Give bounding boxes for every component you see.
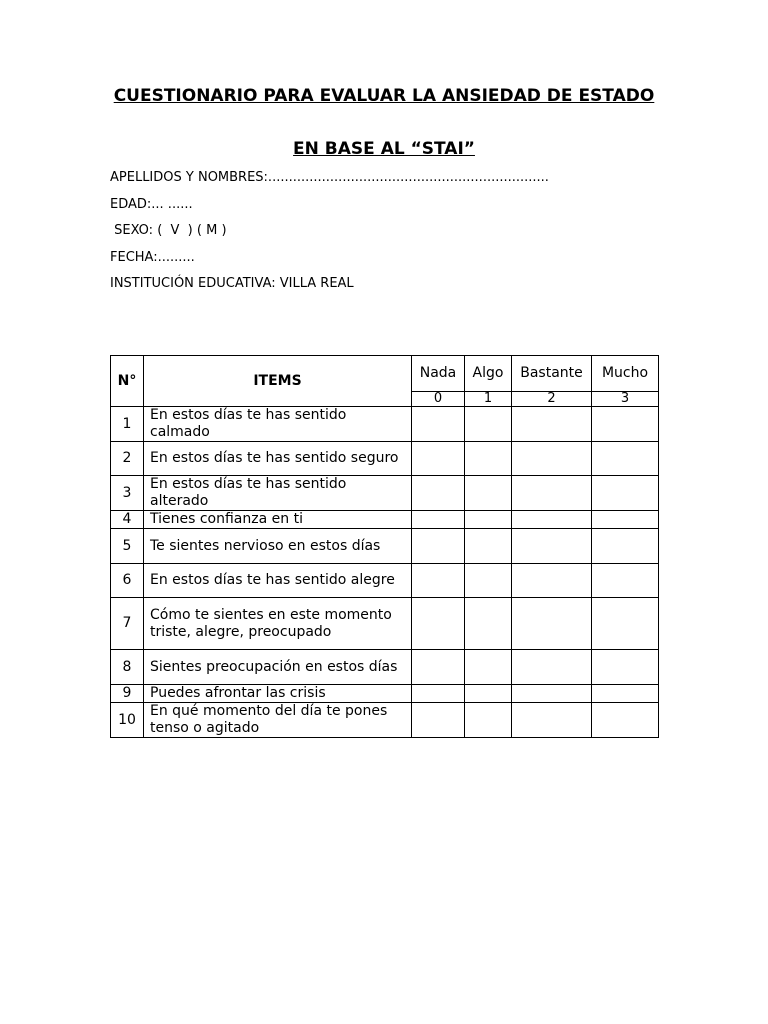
- row-item-text: En estos días te has sentido calmado: [144, 407, 412, 442]
- questionnaire-table: [110, 355, 659, 738]
- answer-cell-bastante[interactable]: [512, 529, 592, 564]
- header-items: ITEMS: [144, 356, 412, 407]
- page-title: CUESTIONARIO PARA EVALUAR LA ANSIEDAD DE ESTADO: [113, 86, 655, 106]
- row-number: 3: [111, 476, 144, 511]
- answer-cell-nada[interactable]: [412, 407, 465, 442]
- row-item-text: En qué momento del día te pones tenso o agitado: [144, 703, 412, 738]
- answer-cell-nada[interactable]: [412, 685, 465, 703]
- answer-cell-algo[interactable]: [465, 564, 512, 598]
- header-algo: Algo: [465, 356, 512, 392]
- table-row: [111, 650, 659, 685]
- answer-cell-mucho[interactable]: [592, 564, 659, 598]
- row-number: 7: [111, 598, 144, 650]
- row-item-text: Te sientes nervioso en estos días: [144, 529, 412, 564]
- row-item-text: Cómo te sientes en este momento triste, alegre, preocupado: [144, 598, 412, 650]
- answer-cell-bastante[interactable]: [512, 703, 592, 738]
- answer-cell-mucho[interactable]: [592, 407, 659, 442]
- header-no: N°: [111, 356, 144, 407]
- row-item-text: En estos días te has sentido alegre: [144, 564, 412, 598]
- answer-cell-algo[interactable]: [465, 407, 512, 442]
- answer-cell-nada[interactable]: [412, 442, 465, 476]
- answer-cell-mucho[interactable]: [592, 703, 659, 738]
- table-row: [111, 564, 659, 598]
- row-item-text: En estos días te has sentido seguro: [144, 442, 412, 476]
- answer-cell-mucho[interactable]: [592, 529, 659, 564]
- answer-cell-mucho[interactable]: [592, 442, 659, 476]
- table-row: [111, 703, 659, 738]
- answer-cell-nada[interactable]: [412, 511, 465, 529]
- row-number: 2: [111, 442, 144, 476]
- answer-cell-nada[interactable]: [412, 564, 465, 598]
- row-number: 10: [111, 703, 144, 738]
- answer-cell-algo[interactable]: [465, 703, 512, 738]
- answer-cell-mucho[interactable]: [592, 511, 659, 529]
- answer-cell-bastante[interactable]: [512, 407, 592, 442]
- answer-cell-algo[interactable]: [465, 650, 512, 685]
- answer-cell-nada[interactable]: [412, 650, 465, 685]
- header-bastante: Bastante: [512, 356, 592, 392]
- row-number: 8: [111, 650, 144, 685]
- score-bastante: 2: [512, 392, 592, 407]
- row-number: 6: [111, 564, 144, 598]
- table-row: [111, 511, 659, 529]
- score-mucho: 3: [592, 392, 659, 407]
- answer-cell-mucho[interactable]: [592, 685, 659, 703]
- field-institucion: INSTITUCIÓN EDUCATIVA: VILLA REAL: [110, 276, 354, 291]
- header-nada: Nada: [412, 356, 465, 392]
- answer-cell-bastante[interactable]: [512, 442, 592, 476]
- answer-cell-bastante[interactable]: [512, 685, 592, 703]
- answer-cell-nada[interactable]: [412, 476, 465, 511]
- field-nombres: APELLIDOS Y NOMBRES:....................................................................: [110, 170, 549, 185]
- table-row: [111, 598, 659, 650]
- answer-cell-bastante[interactable]: [512, 650, 592, 685]
- answer-cell-algo[interactable]: [465, 476, 512, 511]
- table-row: [111, 529, 659, 564]
- answer-cell-algo[interactable]: [465, 598, 512, 650]
- answer-cell-algo[interactable]: [465, 685, 512, 703]
- row-number: 4: [111, 511, 144, 529]
- answer-cell-mucho[interactable]: [592, 650, 659, 685]
- page-subtitle: EN BASE AL “STAI”: [293, 139, 475, 159]
- field-sexo: SEXO: ( V ) ( M ): [110, 223, 227, 238]
- answer-cell-bastante[interactable]: [512, 511, 592, 529]
- answer-cell-mucho[interactable]: [592, 598, 659, 650]
- row-item-text: Tienes confianza en ti: [144, 511, 412, 529]
- answer-cell-mucho[interactable]: [592, 476, 659, 511]
- answer-cell-algo[interactable]: [465, 442, 512, 476]
- field-edad: EDAD:... ......: [110, 197, 193, 212]
- row-item-text: Puedes afrontar las crisis: [144, 685, 412, 703]
- answer-cell-algo[interactable]: [465, 529, 512, 564]
- answer-cell-bastante[interactable]: [512, 476, 592, 511]
- table-header-row: [111, 356, 659, 392]
- score-algo: 1: [465, 392, 512, 407]
- field-fecha: FECHA:.........: [110, 250, 195, 265]
- row-number: 1: [111, 407, 144, 442]
- answer-cell-bastante[interactable]: [512, 564, 592, 598]
- table-row: [111, 442, 659, 476]
- answer-cell-nada[interactable]: [412, 703, 465, 738]
- table-row: [111, 476, 659, 511]
- header-mucho: Mucho: [592, 356, 659, 392]
- answer-cell-nada[interactable]: [412, 529, 465, 564]
- table-row: [111, 685, 659, 703]
- answer-cell-bastante[interactable]: [512, 598, 592, 650]
- answer-cell-nada[interactable]: [412, 598, 465, 650]
- row-number: 5: [111, 529, 144, 564]
- row-number: 9: [111, 685, 144, 703]
- answer-cell-algo[interactable]: [465, 511, 512, 529]
- table-row: [111, 407, 659, 442]
- row-item-text: En estos días te has sentido alterado: [144, 476, 412, 511]
- score-nada: 0: [412, 392, 465, 407]
- row-item-text: Sientes preocupación en estos días: [144, 650, 412, 685]
